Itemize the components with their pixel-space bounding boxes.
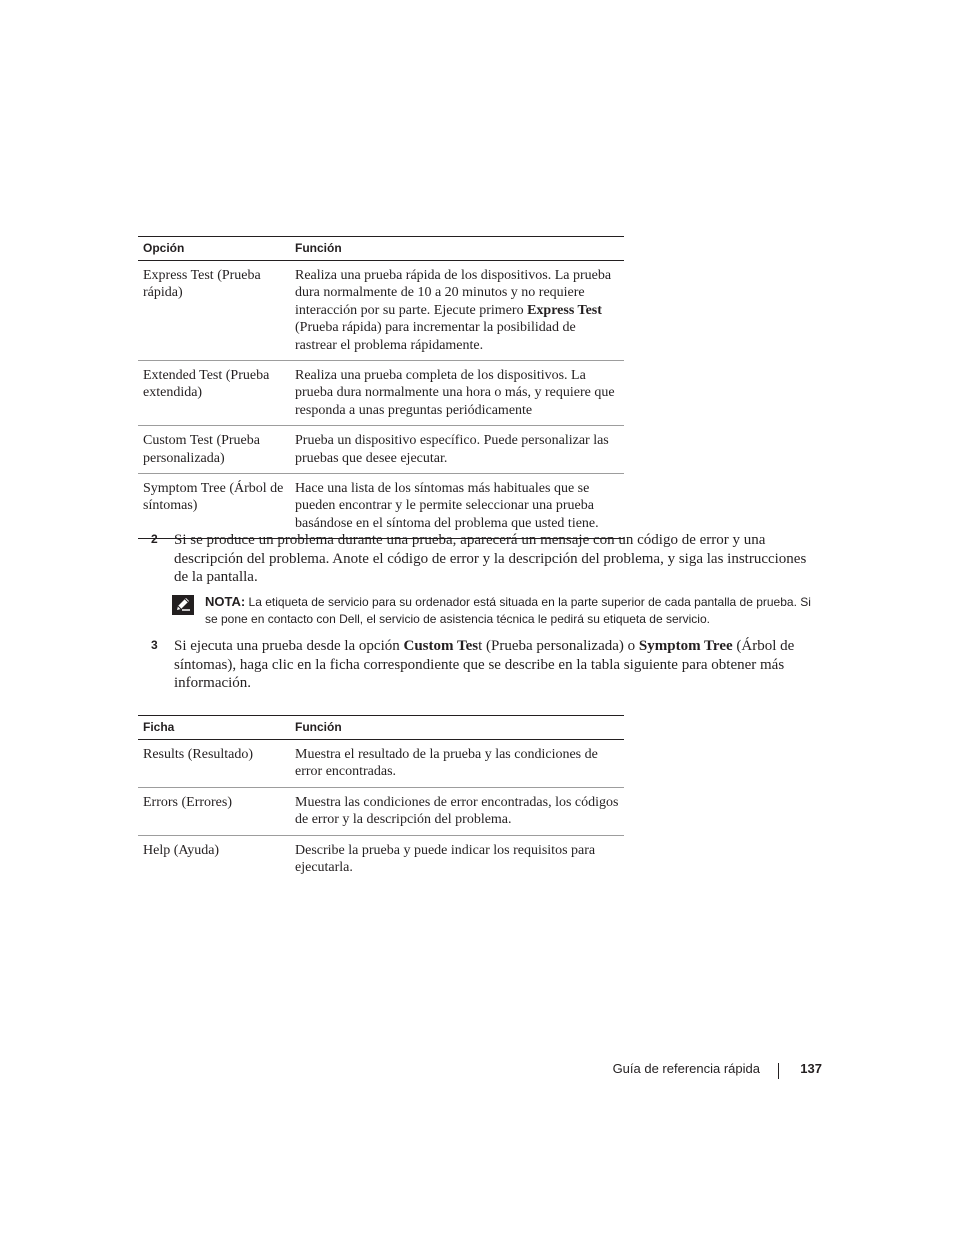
function-text: (Prueba rápida) para incrementar la posibilidad de rastrear el problema rápidamente.	[295, 320, 576, 353]
step-text-part: (Árbol de síntomas), haga clic en la ficha correspondiente que se describe en la tabla siguiente para obtener más información.	[174, 638, 795, 691]
table-row	[138, 740, 624, 788]
column-header-tab: Ficha	[138, 716, 290, 740]
footer-title: Guía de referencia rápida	[612, 1061, 760, 1076]
tab-cell: Help (Ayuda)	[143, 842, 220, 858]
column-header-function: Función	[290, 237, 624, 261]
step-text-part: Si ejecuta una prueba desde la opción	[174, 638, 404, 654]
note-label: NOTA:	[205, 594, 246, 609]
step-text-part: t (Prueba personalizada) o	[478, 638, 639, 654]
function-text: Realiza una prueba rápida de los dispositivos. La prueba dura normalmente de 10 a 20 minutos y no requiere interacción por su parte. Ejecute primero	[295, 268, 612, 318]
tab-cell: Results (Resultado)	[138, 740, 290, 788]
tabs-table	[138, 715, 624, 882]
table-row	[138, 361, 624, 426]
function-cell	[290, 261, 624, 361]
table-row	[138, 261, 624, 361]
page-number: 137	[800, 1061, 822, 1076]
note-text	[205, 594, 811, 627]
table-row	[138, 474, 624, 539]
function-cell: Describe la prueba y puede indicar los requisitos para ejecutarla.	[295, 842, 596, 876]
step-number: 2	[151, 532, 158, 546]
step-number: 3	[151, 638, 158, 652]
option-cell: Custom Test (Prueba personalizada)	[138, 426, 290, 474]
table-row	[138, 426, 624, 474]
option-cell: Extended Test (Prueba extendida)	[138, 361, 290, 426]
table-row	[138, 787, 624, 835]
option-cell: Express Test (Prueba rápida)	[138, 261, 290, 361]
options-table	[138, 236, 624, 539]
step-text: Si se produce un problema durante una prueba, aparecerá un mensaje con un código de error y una descripción del problema. Anote el código de error y la descripción del problema, y siga las instrucciones de la pantalla.	[174, 532, 807, 585]
note-body: La etiqueta de servicio para su ordenador está situada en la parte superior de cada pantalla de prueba. Si se pone en contacto con Dell, el servicio de asistencia técnica le pedirá su etiqueta de servicio.	[205, 595, 811, 626]
option-cell: Symptom Tree (Árbol de síntomas)	[138, 474, 290, 539]
pencil-note-icon	[172, 595, 194, 615]
column-header-function: Función	[290, 716, 624, 740]
column-header-option: Opción	[138, 237, 290, 261]
function-cell: Muestra el resultado de la prueba y las condiciones de error encontradas.	[290, 740, 624, 788]
tab-cell: Errors (Errores)	[138, 787, 290, 835]
footer-separator	[778, 1063, 779, 1079]
page-footer	[600, 1061, 822, 1081]
function-bold-term: Express Test	[527, 302, 602, 318]
step-bold-term: Custom Tes	[403, 638, 479, 654]
table-header-row	[138, 716, 624, 740]
step-bold-term: Symptom Tree	[638, 638, 733, 654]
function-cell: Muestra las condiciones de error encontradas, los códigos de error y la descripción del problema.	[290, 787, 624, 835]
step-text	[174, 637, 819, 693]
table-row	[138, 835, 624, 882]
table-header-row	[138, 237, 624, 261]
function-cell: Hace una lista de los síntomas más habituales que se pueden encontrar y le permite seleccionar una prueba basándose en el síntoma del problema que usted tiene.	[290, 474, 624, 539]
function-cell: Realiza una prueba completa de los dispositivos. La prueba dura normalmente una hora o más, y requiere que responda a unas preguntas periódicamente	[290, 361, 624, 426]
function-cell: Prueba un dispositivo específico. Puede personalizar las pruebas que desee ejecutar.	[290, 426, 624, 474]
